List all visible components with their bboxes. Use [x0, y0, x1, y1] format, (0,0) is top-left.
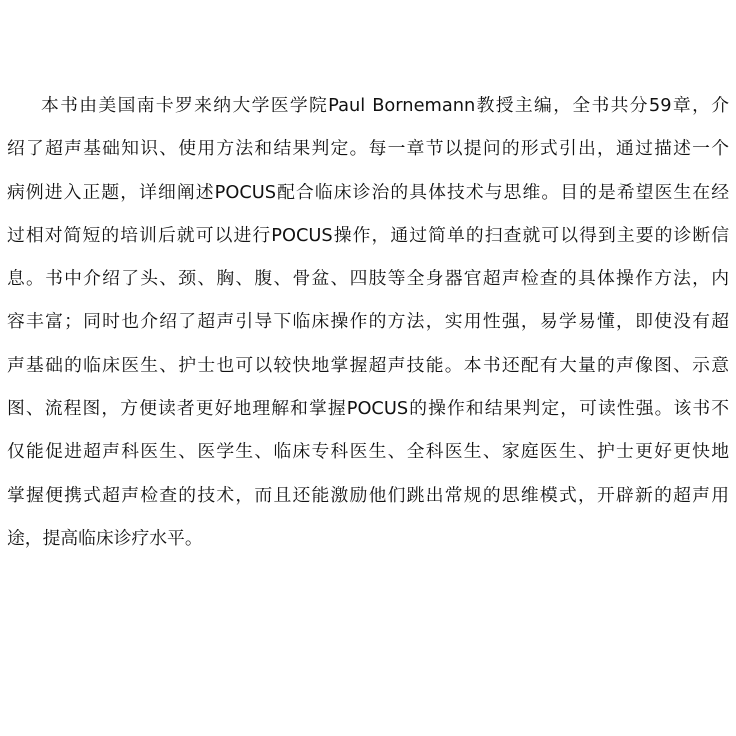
paragraph-line-6: 容丰富；同时也介绍了超声引导下临床操作的方法，实用性强，易学易懂，即使没有超 — [7, 311, 729, 333]
paragraph-line-11: 途，提高临床诊疗水平。 — [7, 527, 203, 549]
paragraph-line-2: 绍了超声基础知识、使用方法和结果判定。每一章节以提问的形式引出，通过描述一个 — [7, 138, 729, 160]
paragraph-line-8: 图、流程图，方便读者更好地理解和掌握POCUS的操作和结果判定，可读性强。该书不 — [7, 398, 729, 420]
paragraph-line-9: 仅能促进超声科医生、医学生、临床专科医生、全科医生、家庭医生、护士更好更快地 — [7, 441, 729, 463]
book-description — [7, 84, 729, 560]
paragraph-line-4: 过相对简短的培训后就可以进行POCUS操作，通过简单的扫查就可以得到主要的诊断信 — [7, 224, 729, 246]
paragraph-line-3: 病例进入正题，详细阐述POCUS配合临床诊治的具体技术与思维。目的是希望医生在经 — [7, 181, 729, 203]
paragraph-line-1: 本书由美国南卡罗来纳大学医学院Paul Bornemann教授主编，全书共分59章，介 — [41, 95, 729, 116]
paragraph-line-10: 掌握便携式超声检查的技术，而且还能激励他们跳出常规的思维模式，开辟新的超声用 — [7, 484, 729, 506]
paragraph-line-7: 声基础的临床医生、护士也可以较快地掌握超声技能。本书还配有大量的声像图、示意 — [7, 354, 729, 376]
paragraph-line-5: 息。书中介绍了头、颈、胸、腹、骨盆、四肢等全身器官超声检查的具体操作方法，内 — [7, 268, 729, 290]
